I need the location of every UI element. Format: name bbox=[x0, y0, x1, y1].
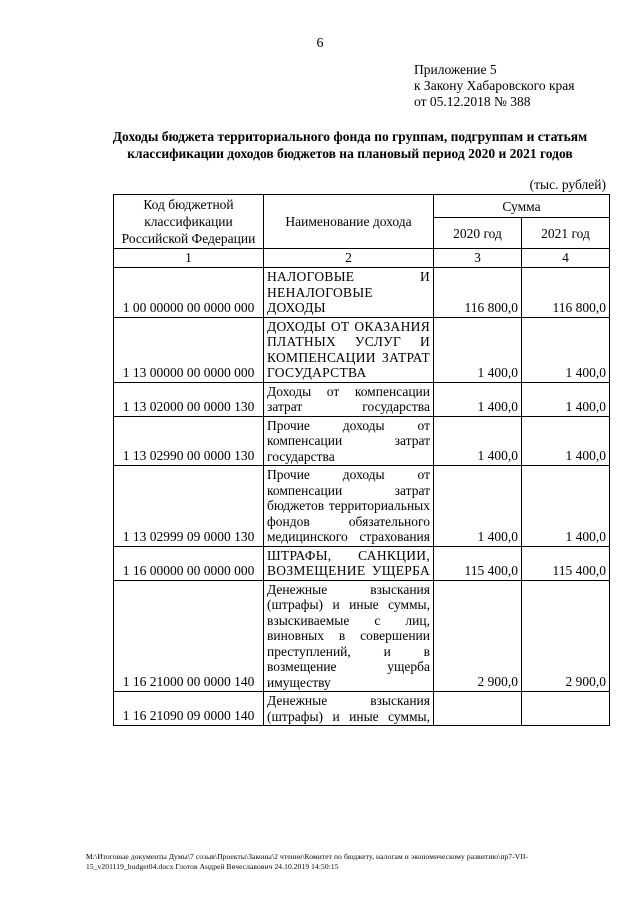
header-code: Код бюджетной классификации Российской Федерации bbox=[114, 195, 264, 249]
row-value-2020 bbox=[434, 692, 522, 726]
row-code: 1 13 02000 00 0000 130 bbox=[114, 382, 264, 416]
row-name: ШТРАФЫ, САНКЦИИ, ВОЗМЕЩЕНИЕ УЩЕРБА bbox=[264, 546, 434, 580]
table-row bbox=[114, 580, 610, 692]
table-row bbox=[114, 317, 610, 382]
row-value-2021: 115 400,0 bbox=[522, 546, 610, 580]
header-year-2020: 2020 год bbox=[434, 218, 522, 249]
row-value-2021: 2 900,0 bbox=[522, 580, 610, 692]
row-code: 1 16 00000 00 0000 000 bbox=[114, 546, 264, 580]
header-name: Наименование дохода bbox=[264, 195, 434, 249]
table-row bbox=[114, 416, 610, 466]
row-code: 1 13 02999 09 0000 130 bbox=[114, 466, 264, 547]
row-name: Денежные взыскания (штрафы) и иные суммы, bbox=[264, 692, 434, 726]
row-value-2020: 1 400,0 bbox=[434, 317, 522, 382]
column-index-row bbox=[114, 249, 610, 268]
title-line-1: Доходы бюджета территориального фонда по группам, подгруппам и статьям bbox=[112, 129, 588, 144]
row-value-2020: 2 900,0 bbox=[434, 580, 522, 692]
row-value-2021: 1 400,0 bbox=[522, 416, 610, 466]
row-name: НАЛОГОВЫЕ И НЕНАЛОГОВЫЕ ДОХОДЫ bbox=[264, 268, 434, 318]
row-code: 1 00 00000 00 0000 000 bbox=[114, 268, 264, 318]
row-code: 1 13 02990 00 0000 130 bbox=[114, 416, 264, 466]
row-value-2020: 1 400,0 bbox=[434, 382, 522, 416]
table-row bbox=[114, 268, 610, 318]
file-path-footer bbox=[86, 852, 620, 872]
header-year-2021: 2021 год bbox=[522, 218, 610, 249]
appendix-line-3: от 05.12.2018 № 388 bbox=[414, 94, 531, 109]
row-name: Прочие доходы от компенсации затрат государства bbox=[264, 416, 434, 466]
appendix-note bbox=[414, 62, 575, 110]
table-row bbox=[114, 382, 610, 416]
row-value-2020: 1 400,0 bbox=[434, 466, 522, 547]
table-row bbox=[114, 546, 610, 580]
header-sum: Сумма bbox=[434, 195, 610, 218]
column-index: 1 bbox=[114, 249, 264, 268]
row-value-2021: 1 400,0 bbox=[522, 317, 610, 382]
table-row bbox=[114, 466, 610, 547]
row-name: ДОХОДЫ ОТ ОКАЗАНИЯ ПЛАТНЫХ УСЛУГ И КОМПЕНСАЦИИ ЗАТРАТ ГОСУДАРСТВА bbox=[264, 317, 434, 382]
row-code: 1 13 00000 00 0000 000 bbox=[114, 317, 264, 382]
row-value-2021: 1 400,0 bbox=[522, 466, 610, 547]
footer-line-1: M:\Итоговые документы Думы\7 созыв\Проекты\Законы\2 чтение\Комитет по бюджету, налогам и экономическому развитию\пр7-VII- bbox=[86, 852, 529, 861]
row-code: 1 16 21000 00 0000 140 bbox=[114, 580, 264, 692]
column-index: 4 bbox=[522, 249, 610, 268]
row-value-2021 bbox=[522, 692, 610, 726]
row-value-2020: 115 400,0 bbox=[434, 546, 522, 580]
column-index: 2 bbox=[264, 249, 434, 268]
row-value-2021: 116 800,0 bbox=[522, 268, 610, 318]
page-number: 6 bbox=[316, 36, 324, 51]
appendix-line-2: к Закону Хабаровского края bbox=[414, 78, 575, 93]
footer-line-2: 15_v201119_budget04.docx Глотов Андрей Вячеславович 24.10.2019 14:50:15 bbox=[86, 862, 339, 871]
row-value-2020: 116 800,0 bbox=[434, 268, 522, 318]
appendix-line-1: Приложение 5 bbox=[414, 62, 497, 77]
row-value-2020: 1 400,0 bbox=[434, 416, 522, 466]
units-label: (тыс. рублей) bbox=[529, 177, 606, 192]
row-name: Прочие доходы от компенсации затрат бюджетов территориальных фондов обязательного медицинского страхования bbox=[264, 466, 434, 547]
row-name: Денежные взыскания (штрафы) и иные суммы, взыскиваемые с лиц, виновных в совершении преступлений, и в возмещение ущерба имуществу bbox=[264, 580, 434, 692]
column-index: 3 bbox=[434, 249, 522, 268]
document-title bbox=[90, 128, 610, 162]
row-name: Доходы от компенсации затрат государства bbox=[264, 382, 434, 416]
title-line-2: классификации доходов бюджетов на плановый период 2020 и 2021 годов bbox=[127, 146, 573, 161]
table-row bbox=[114, 692, 610, 726]
row-code: 1 16 21090 09 0000 140 bbox=[114, 692, 264, 726]
row-value-2021: 1 400,0 bbox=[522, 382, 610, 416]
income-table bbox=[113, 194, 610, 726]
